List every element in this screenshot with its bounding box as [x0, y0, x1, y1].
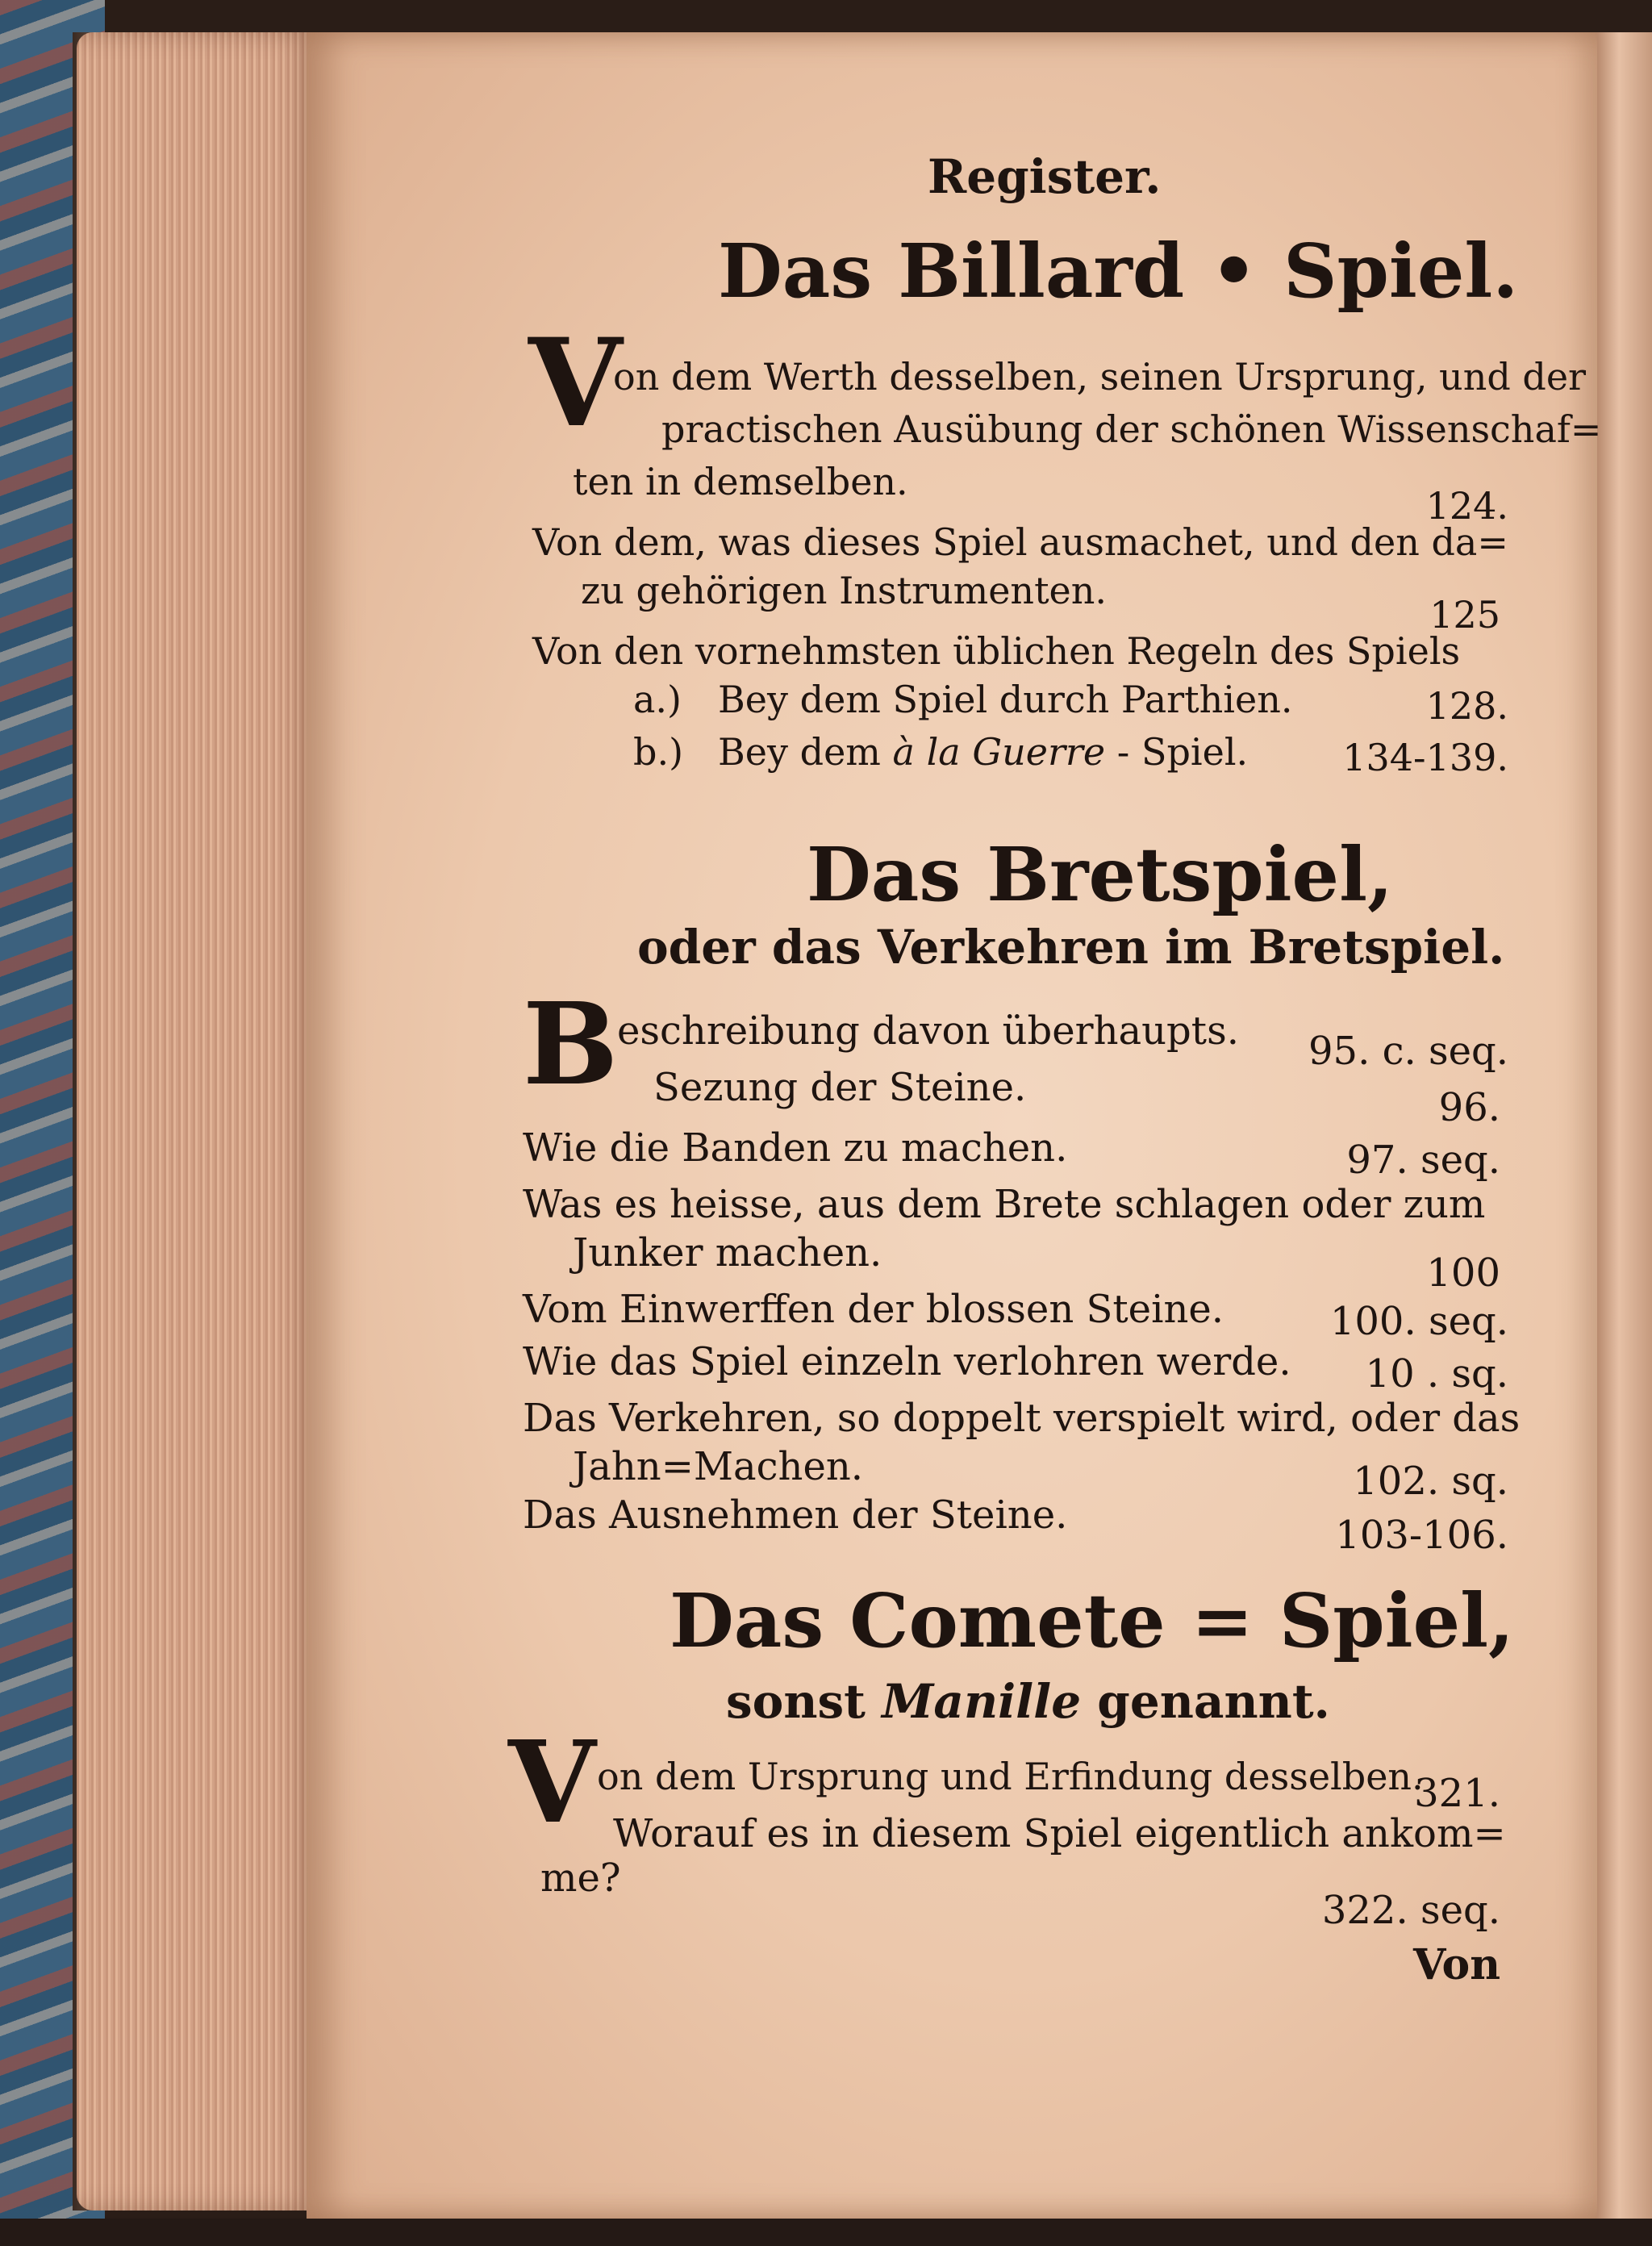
- page-number: 322. seq.: [1321, 1888, 1500, 1933]
- facing-page-edge: [1597, 32, 1652, 2246]
- entry-line: Wie die Banden zu machen.: [523, 1125, 1068, 1171]
- subtitle-text: sonst: [726, 1674, 882, 1729]
- entry-line: Von den vornehmsten üblichen Regeln des Spiels: [532, 629, 1461, 673]
- entry-line: practischen Ausübung der schönen Wissenschaf=: [661, 407, 1602, 451]
- entry-text: - Spiel.: [1105, 730, 1249, 774]
- drop-initial: V: [508, 1717, 596, 1849]
- entry-line: [718, 730, 1248, 774]
- page-number: 96.: [1438, 1085, 1500, 1130]
- entry-line: on dem Werth desselben, seinen Ursprung, und der: [613, 355, 1587, 399]
- page-number: 100. seq.: [1329, 1299, 1508, 1344]
- entry-line: Von dem, was dieses Spiel ausmachet, und den da=: [532, 520, 1508, 564]
- page-number: 321.: [1414, 1771, 1500, 1816]
- entry-line: zu gehörigen Instrumenten.: [581, 569, 1108, 612]
- drop-initial: V: [528, 312, 623, 454]
- entry-line: Das Ausnehmen der Steine.: [523, 1492, 1068, 1538]
- entry-line: on dem Ursprung und Erfindung desselben.: [597, 1755, 1424, 1798]
- entry-line: me?: [540, 1856, 621, 1901]
- page-number: 103-106.: [1335, 1513, 1508, 1558]
- entry-line: Sezung der Steine.: [653, 1065, 1027, 1110]
- page-number: 97. seq.: [1346, 1138, 1500, 1183]
- subtitle-italic: Manille: [882, 1674, 1082, 1729]
- entry-line: ten in demselben.: [573, 460, 908, 503]
- page-number: 100: [1426, 1250, 1500, 1296]
- entry-line: Wie das Spiel einzeln verlohren werde.: [523, 1339, 1291, 1384]
- entry-line: Jahn=Machen.: [573, 1444, 864, 1489]
- page-number: 10 . sq.: [1365, 1351, 1508, 1396]
- section-title-comete: Das Comete = Spiel,: [670, 1577, 1515, 1664]
- page-stack: [77, 32, 319, 2211]
- entry-line: Das Verkehren, so doppelt verspielt wird, oder das: [523, 1396, 1521, 1441]
- entry-line: Was es heisse, aus dem Brete schlagen oder zum: [523, 1182, 1486, 1227]
- running-title: Register.: [928, 149, 1162, 204]
- entry-prefix: a.): [633, 678, 682, 721]
- page-number: 134-139.: [1342, 736, 1508, 779]
- section-title-bretspiel: Das Bretspiel,: [807, 831, 1394, 918]
- page-number: 102. sq.: [1353, 1459, 1508, 1504]
- catchword: Von: [1412, 1940, 1500, 1989]
- entry-line: eschreibung davon überhaupts.: [617, 1008, 1239, 1054]
- entry-prefix: b.): [633, 730, 684, 774]
- entry-text: Bey dem: [718, 730, 893, 774]
- entry-line: Bey dem Spiel durch Parthien.: [718, 678, 1293, 721]
- entry-italic: à la Guerre: [892, 730, 1106, 774]
- page-number: 95. c. seq.: [1308, 1029, 1508, 1074]
- entry-line: Junker machen.: [573, 1230, 882, 1275]
- page-number: 125: [1429, 593, 1500, 637]
- page-number: 124.: [1425, 484, 1508, 528]
- bottom-shadow: [0, 2219, 1652, 2246]
- section-title-billard: Das Billard • Spiel.: [718, 228, 1519, 315]
- section-subtitle: [726, 1674, 1330, 1729]
- entry-line: Worauf es in diesem Spiel eigentlich ankom=: [613, 1811, 1506, 1856]
- subtitle-text: genannt.: [1081, 1674, 1330, 1729]
- section-subtitle: oder das Verkehren im Bretspiel.: [637, 920, 1505, 975]
- page-number: 128.: [1425, 684, 1508, 728]
- entry-line: Vom Einwerffen der blossen Steine.: [523, 1287, 1224, 1332]
- drop-initial: B: [523, 979, 619, 1111]
